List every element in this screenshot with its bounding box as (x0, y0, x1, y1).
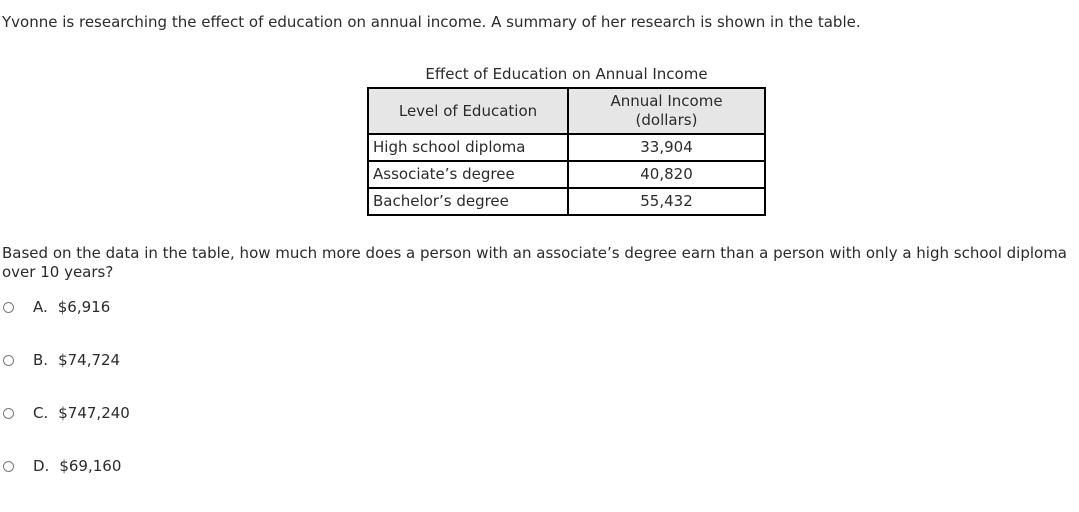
row-income-cell: 55,432 (568, 188, 765, 215)
table-header-row (368, 88, 765, 134)
table-caption: Effect of Education on Annual Income (425, 65, 708, 83)
choice-text: $69,160 (59, 457, 122, 475)
header-annual-income (568, 88, 765, 134)
row-level-cell: Bachelor’s degree (368, 188, 568, 215)
choice-letter: C. (33, 404, 49, 422)
choice-d[interactable] (3, 456, 121, 476)
radio-button[interactable] (3, 408, 14, 419)
row-level-cell: High school diploma (368, 134, 568, 161)
choice-a[interactable] (3, 297, 110, 317)
education-income-table (367, 87, 766, 216)
choice-text: $747,240 (58, 404, 130, 422)
table-row (368, 161, 765, 188)
row-level-cell: Associate’s degree (368, 161, 568, 188)
table-row (368, 188, 765, 215)
radio-button[interactable] (3, 461, 14, 472)
choice-text: $6,916 (57, 298, 111, 316)
header-level-of-education: Level of Education (368, 88, 568, 134)
header-annual-income-line1: Annual Income (610, 92, 723, 110)
row-income-cell: 40,820 (568, 161, 765, 188)
row-income-cell: 33,904 (568, 134, 765, 161)
radio-button[interactable] (3, 355, 14, 366)
header-annual-income-line2: (dollars) (635, 111, 698, 129)
intro-text: Yvonne is researching the effect of education on annual income. A summary of her research is shown in the table. (2, 13, 861, 31)
choice-c[interactable] (3, 403, 130, 423)
choice-b[interactable] (3, 350, 120, 370)
choice-text: $74,724 (58, 351, 121, 369)
choice-letter: D. (33, 457, 50, 475)
choice-letter: A. (33, 298, 48, 316)
question-text: Based on the data in the table, how much more does a person with an associate’s degree earn than a person with only a high school diploma over 10 years? (2, 244, 1067, 281)
choice-letter: B. (33, 351, 49, 369)
table-row (368, 134, 765, 161)
radio-button[interactable] (3, 302, 14, 313)
